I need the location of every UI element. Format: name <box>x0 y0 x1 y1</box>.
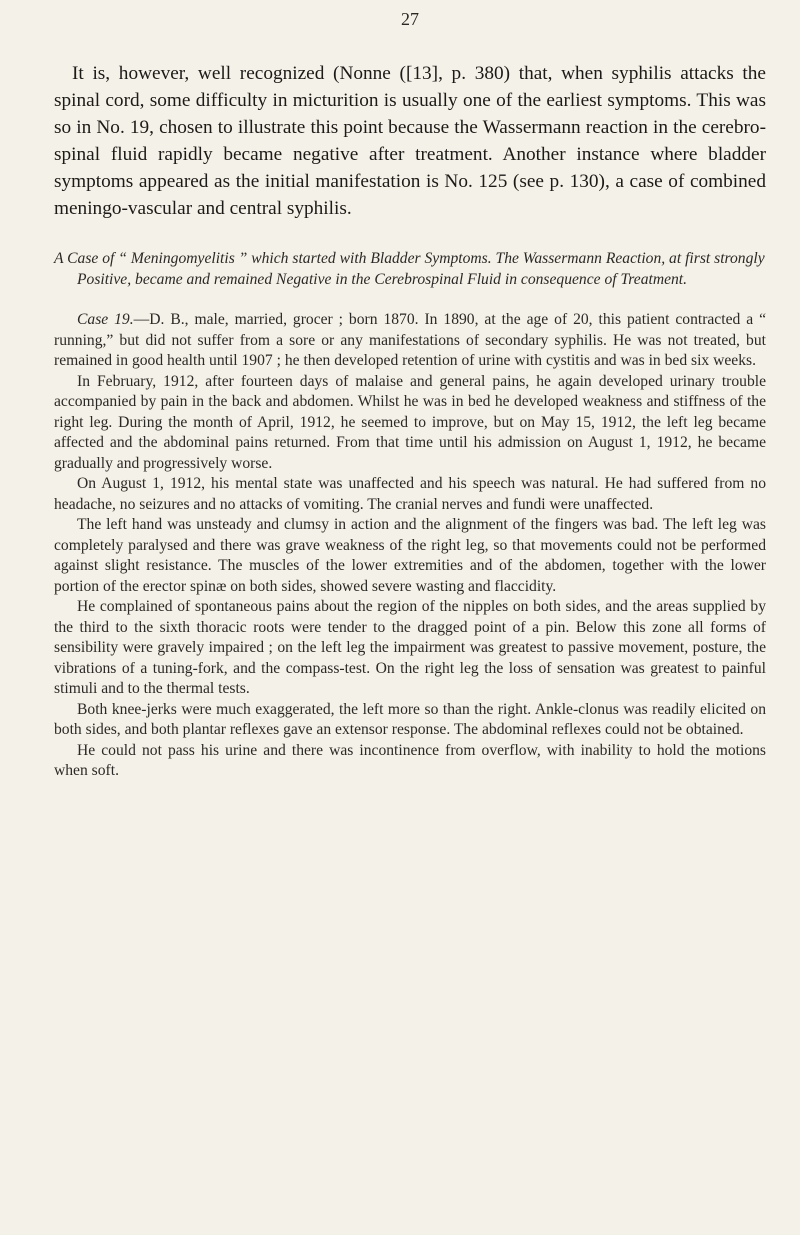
case-report <box>54 310 766 782</box>
case-paragraph: In February, 1912, after fourteen days of malaise and general pains, he again developed urinary trouble accompanied by pain in the back and abdomen. Whilst he was in bed he developed weakness and stiffness of the right leg. During the month of April, 1912, he seemed to improve, but on May 15, 1912, the left leg became affected and the abdominal pains returned. From that time until his admission on August 1, 1912, he became gradually and progressively worse. <box>54 372 766 472</box>
case-paragraph: Both knee-jerks were much exaggerated, the left more so than the right. Ankle-clonus was readily elicited on both sides, and both plantar reflexes gave an extensor response. The abdominal reflexes could not be obtained. <box>54 700 766 738</box>
intro-paragraph: It is, however, well recognized (Nonne ([13], p. 380) that, when syphilis attacks the spinal cord, some difficulty in micturition is usually one of the earliest symptoms. This was so in No. 19, chosen to illustrate this point because the Wassermann reaction in the cerebro-spinal fluid rapidly became negative after treatment. Another instance where bladder symptoms appeared as the initial manifestation is No. 125 (see p. 130), a case of combined meningo-vascular and central syphilis. <box>54 63 766 219</box>
case-paragraph <box>54 310 766 372</box>
case-label: Case 19. <box>77 311 134 328</box>
book-page <box>54 0 766 1235</box>
case-paragraph: He could not pass his urine and there was incontinence from overflow, with inability to hold the motions when soft. <box>54 741 766 779</box>
case-history-text: —D. B., male, married, grocer ; born 1870. In 1890, at the age of 20, this patient contracted a “ running,” but did not suffer from a sore or any manifestations of secondary syphilis. He was not treated, but remained in good health until 1907 ; he then developed retention of urine with cystitis and was in bed six weeks. <box>54 311 766 369</box>
case-paragraph: The left hand was unsteady and clumsy in action and the alignment of the fingers was bad. The left leg was completely paralysed and there was grave weakness of the right leg, so that movements could not be performed against slight resistance. The muscles of the lower extremities and of the abdomen, together with the lower portion of the erector spinæ on both sides, showed severe wasting and flaccidity. <box>54 516 766 595</box>
page-number: 27 <box>401 9 419 29</box>
case-paragraph: He complained of spontaneous pains about the region of the nipples on both sides, and the areas supplied by the third to the sixth thoracic roots were tender to the dragged point of a pin. Below this zone all forms of sensibility were gravely impaired ; on the left leg the impairment was greatest to passive movement, posture, the vibrations of a tuning-fork, and the compass-test. On the right leg the loss of sensation was greatest to painful stimuli and to the thermal tests. <box>54 598 766 697</box>
case-title: A Case of “ Meningomyelitis ” which started with Bladder Symptoms. The Wassermann Reaction, at first strongly Positive, became and remained Negative in the Cerebrospinal Fluid in consequence of Treatment. <box>54 250 765 288</box>
case-paragraph: On August 1, 1912, his mental state was unaffected and his speech was natural. He had suffered from no headache, no seizures and no attacks of vomiting. The cranial nerves and fundi were unaffected. <box>54 475 766 513</box>
